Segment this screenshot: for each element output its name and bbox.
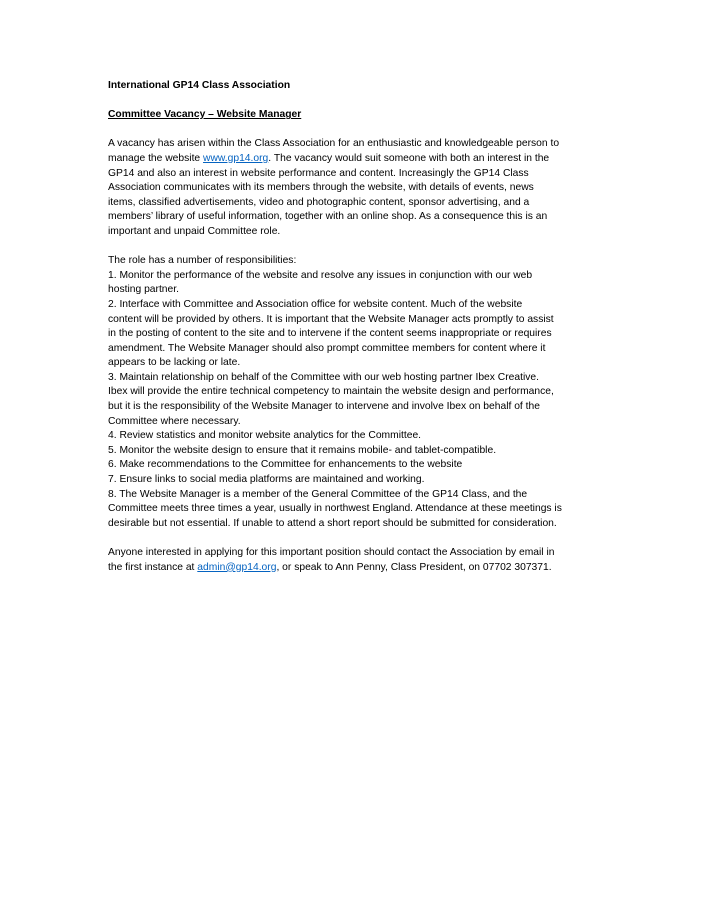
responsibility-line: 2. Interface with Committee and Association office for website content. Much of the website (108, 298, 523, 310)
intro-line (108, 152, 600, 167)
responsibility-line: 6. Make recommendations to the Committee for enhancements to the website (108, 459, 463, 471)
organisation-title: International GP14 Class Association (108, 80, 291, 91)
responsibility-line: but it is the responsibility of the Website Manager to intervene and involve Ibex on behalf of the (108, 401, 540, 413)
contact-text: , or speak to Ann Penny, Class President, on 07702 307371. (276, 561, 552, 573)
spacer (108, 94, 600, 109)
responsibility-line: desirable but not essential. If unable to attend a short report should be submitted for consideration. (108, 517, 557, 529)
responsibilities-heading: The role has a number of responsibilities: (108, 255, 297, 267)
responsibility-line: Committee where necessary. (108, 415, 241, 427)
document-body (108, 79, 600, 575)
intro-paragraph (108, 137, 600, 239)
intro-line: Association communicates with its members through the website, with details of events, news (108, 182, 534, 194)
intro-text: . The vacancy would suit someone with both an interest in the (268, 152, 550, 164)
intro-line: A vacancy has arisen within the Class Association for an enthusiastic and knowledgeable person to (108, 138, 560, 150)
contact-line: Anyone interested in applying for this important position should contact the Association by email in (108, 547, 555, 558)
responsibility-line: Committee meets three times a year, usually in northwest England. Attendance at these meetings is (108, 503, 562, 515)
responsibility-line: content will be provided by others. It is important that the Website Manager acts promptly to assist (108, 313, 554, 325)
contact-line (108, 561, 600, 576)
website-link[interactable]: www.gp14.org (203, 152, 269, 164)
contact-text: the first instance at (108, 561, 198, 573)
responsibility-line: Ibex will provide the entire technical competency to maintain the website design and performance, (108, 386, 554, 398)
spacer (108, 123, 600, 138)
responsibility-line: 1. Monitor the performance of the website and resolve any issues in conjunction with our web (108, 269, 533, 281)
responsibility-line: amendment. The Website Manager should also prompt committee members for content where it (108, 342, 546, 354)
intro-line: important and unpaid Committee role. (108, 225, 281, 237)
responsibilities-section (108, 254, 600, 531)
contact-paragraph (108, 546, 600, 575)
intro-text: manage the website (108, 152, 204, 164)
responsibility-line: appears to be lacking or late. (108, 357, 241, 369)
responsibility-line: 3. Maintain relationship on behalf of the Committee with our web hosting partner Ibex Creative. (108, 371, 539, 383)
responsibility-line: 4. Review statistics and monitor website analytics for the Committee. (108, 430, 422, 442)
spacer (108, 531, 600, 546)
intro-line: members’ library of useful information, together with an online shop. As a consequence this is an (108, 211, 548, 223)
responsibility-line: in the posting of content to the site and to intervene if the content seems inappropriate or requires (108, 328, 552, 340)
email-link[interactable]: admin@gp14.org (197, 561, 277, 573)
responsibility-line: hosting partner. (108, 284, 179, 296)
responsibility-line: 5. Monitor the website design to ensure that it remains mobile- and tablet-compatible. (108, 444, 497, 456)
responsibility-line: 8. The Website Manager is a member of the General Committee of the GP14 Class, and the (108, 488, 528, 500)
spacer (108, 240, 600, 255)
vacancy-heading: Committee Vacancy – Website Manager (108, 109, 302, 121)
intro-line: items, classified advertisements, video and photographic content, sponsor advertising, and a (108, 196, 530, 208)
intro-line: GP14 and also an interest in website performance and content. Increasingly the GP14 Class (108, 167, 529, 179)
responsibility-line: 7. Ensure links to social media platforms are maintained and working. (108, 474, 425, 486)
